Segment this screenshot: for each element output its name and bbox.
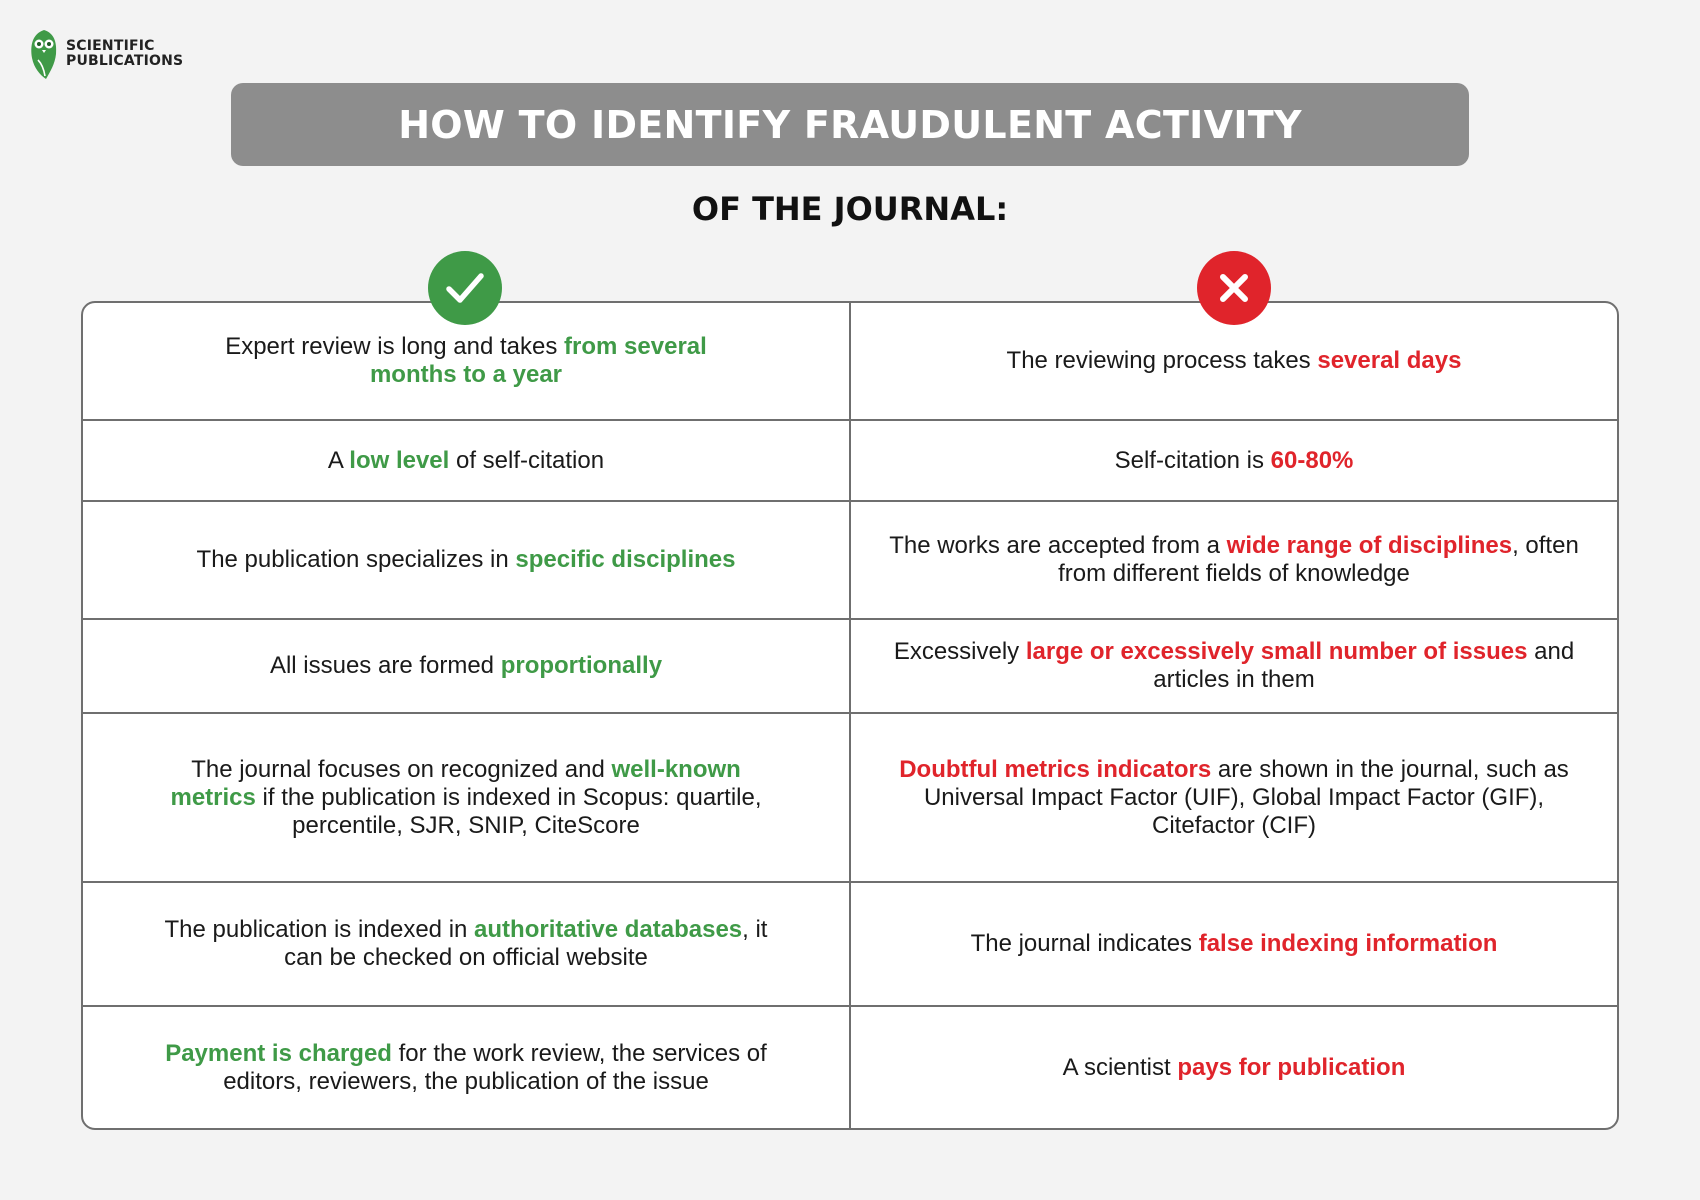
bad-cell xyxy=(851,883,1617,1007)
text-segment: A xyxy=(327,446,350,474)
title-banner xyxy=(231,83,1469,166)
highlight-negative: wide range of disciplines xyxy=(1226,532,1513,559)
good-text xyxy=(328,447,604,475)
bad-text xyxy=(1063,1054,1406,1082)
bad-text xyxy=(971,930,1498,958)
checkmark-icon xyxy=(443,266,487,310)
text-segment: Expert review is long and takes xyxy=(225,333,565,360)
good-text xyxy=(270,652,662,680)
cross-icon xyxy=(1214,268,1254,308)
good-text xyxy=(186,333,746,389)
checkmark-badge xyxy=(428,251,502,325)
highlight-positive: proportionally xyxy=(500,652,663,679)
text-segment: The publication is indexed in xyxy=(164,916,475,943)
bad-cell xyxy=(851,421,1617,502)
text-segment: All issues are formed xyxy=(269,652,501,679)
good-cell xyxy=(83,714,851,883)
bad-cell xyxy=(851,714,1617,883)
highlight-positive: low level xyxy=(349,446,450,474)
good-cell xyxy=(83,620,851,714)
highlight-negative: several days xyxy=(1317,347,1462,374)
bad-cell xyxy=(851,502,1617,620)
text-segment: if the publication is indexed in Scopus: quartile, percentile, SJR, SNIP, CiteScore xyxy=(255,783,762,839)
good-cell xyxy=(83,502,851,620)
highlight-negative: Doubtful metrics indicators xyxy=(899,755,1212,783)
comparison-table xyxy=(81,301,1619,1130)
text-segment: The reviewing process takes xyxy=(1006,347,1318,374)
page-subtitle: OF THE JOURNAL: xyxy=(691,190,1009,228)
bad-cell xyxy=(851,1007,1617,1128)
bad-cell xyxy=(851,620,1617,714)
good-text xyxy=(156,1040,776,1096)
good-text xyxy=(197,546,736,574)
highlight-negative: false indexing information xyxy=(1198,930,1498,957)
highlight-positive: well-known metrics xyxy=(170,755,741,811)
text-segment: for the work review, the services of editors, reviewers, the publication of the issue xyxy=(223,1039,767,1095)
good-text xyxy=(146,756,786,840)
text-segment: Self-citation is xyxy=(1114,446,1271,474)
good-text xyxy=(156,916,776,972)
page-title: HOW TO IDENTIFY FRAUDULENT ACTIVITY xyxy=(398,102,1302,147)
owl-leaf-icon xyxy=(28,28,60,80)
text-segment: , often from different fields of knowledge xyxy=(1058,532,1579,587)
text-segment: and articles in them xyxy=(1153,638,1575,693)
brand-logo xyxy=(28,28,183,80)
highlight-negative: 60-80% xyxy=(1270,446,1354,474)
text-segment: Excessively xyxy=(893,638,1026,665)
bad-text xyxy=(884,638,1584,694)
text-segment: of self-citation xyxy=(449,446,605,474)
text-segment: The journal focuses on recognized and xyxy=(191,755,612,783)
highlight-negative: pays for publication xyxy=(1177,1053,1406,1081)
bad-text xyxy=(881,756,1587,840)
cross-badge xyxy=(1197,251,1271,325)
highlight-positive: authoritative databases xyxy=(474,916,743,943)
brand-line-2: PUBLICATIONS xyxy=(66,53,184,69)
text-segment: A scientist xyxy=(1062,1053,1178,1081)
text-segment: The journal indicates xyxy=(970,930,1199,957)
text-segment: , it can be checked on official website xyxy=(284,916,768,971)
text-segment: The publication specializes in xyxy=(196,546,516,573)
good-cell xyxy=(83,421,851,502)
text-segment: are shown in the journal, such as Universal Impact Factor (UIF), Global Impact Factor (GIF), Citefactor (CIF) xyxy=(923,755,1569,839)
highlight-negative: large or excessively small number of issues xyxy=(1025,638,1528,665)
highlight-positive: specific disciplines xyxy=(515,546,736,573)
bad-text xyxy=(1007,347,1462,375)
text-segment: The works are accepted from a xyxy=(889,532,1227,559)
highlight-positive: Payment is charged xyxy=(165,1039,392,1067)
brand-name xyxy=(66,39,183,69)
highlight-positive: from several months to a year xyxy=(369,333,707,388)
good-cell xyxy=(83,883,851,1007)
good-cell xyxy=(83,1007,851,1128)
bad-text xyxy=(1115,447,1354,475)
brand-line-1: SCIENTIFIC xyxy=(66,38,155,54)
bad-text xyxy=(884,532,1584,588)
